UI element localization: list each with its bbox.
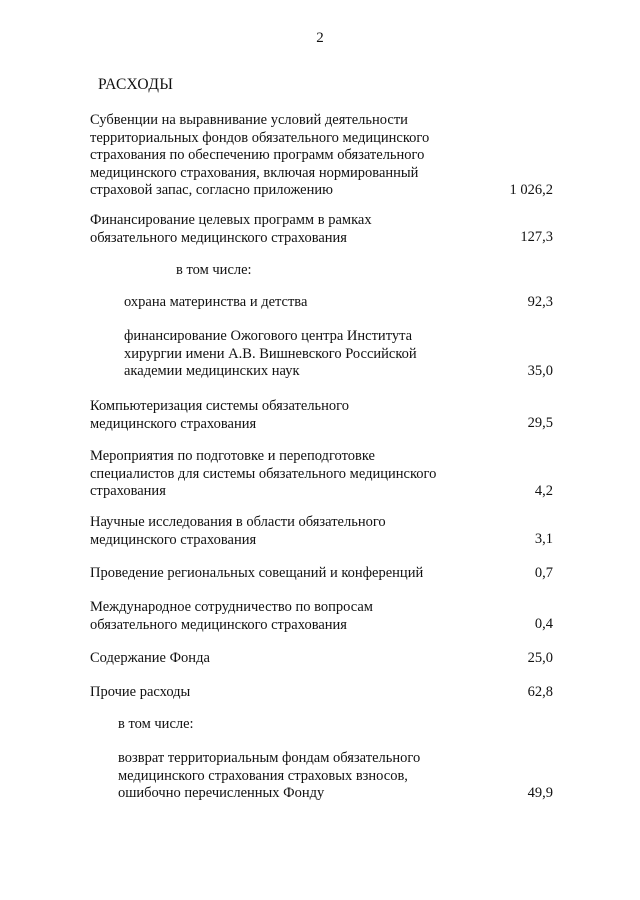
expense-value: 62,8 [527, 684, 553, 700]
expense-value: 3,1 [534, 531, 553, 547]
expense-value: 92,3 [527, 294, 553, 310]
expense-value: 25,0 [527, 650, 553, 666]
expense-value: 49,9 [527, 785, 553, 801]
expense-value: 127,3 [520, 229, 553, 245]
expense-value: 1 026,2 [509, 182, 553, 198]
expense-value: 35,0 [527, 363, 553, 379]
expense-value: 0,7 [534, 565, 553, 581]
section-heading: РАСХОДЫ [98, 76, 174, 93]
expense-value: 0,4 [534, 616, 553, 632]
page-number: 2 [316, 30, 324, 46]
expense-value: 29,5 [527, 415, 553, 431]
expense-value: 4,2 [534, 483, 553, 499]
document-page: 2 РАСХОДЫ Субвенции на выравнивание условий деятельности территориальных фондов обязательного медицинского страхования по обеспечению программ обязательного медицинского страхования, включая нормированный страховой запас, согласно приложению 1 026,2 Финансирование целевых программ в рамках обязательного медицинского страхования 127,3 в том числе: охрана материнства и детства 92,3 финансирование Ожогового центра Института хирургии имени А.В. Вишневского Российской академии медицинских наук 35,0 Компьютеризация системы обязательного медицинского страхования 29,5 Мероприятия по подготовке и переподготовке специалистов для системы обязательного медицинского страхования 4,2 Научные исследования в области обязательного медицинского страхования 3,1 Проведение региональных совещаний и конференций 0,7 Международное сотрудничество по вопросам обязательного медицинского страхования 0,4 Содержание Фонда 25,0 Прочие расходы 62,8 в том числе: возврат территориальным фондам обязательного медицинского страхования страховых взносов, ошибочно перечисленных Фонду 49,9 [0, 0, 640, 900]
